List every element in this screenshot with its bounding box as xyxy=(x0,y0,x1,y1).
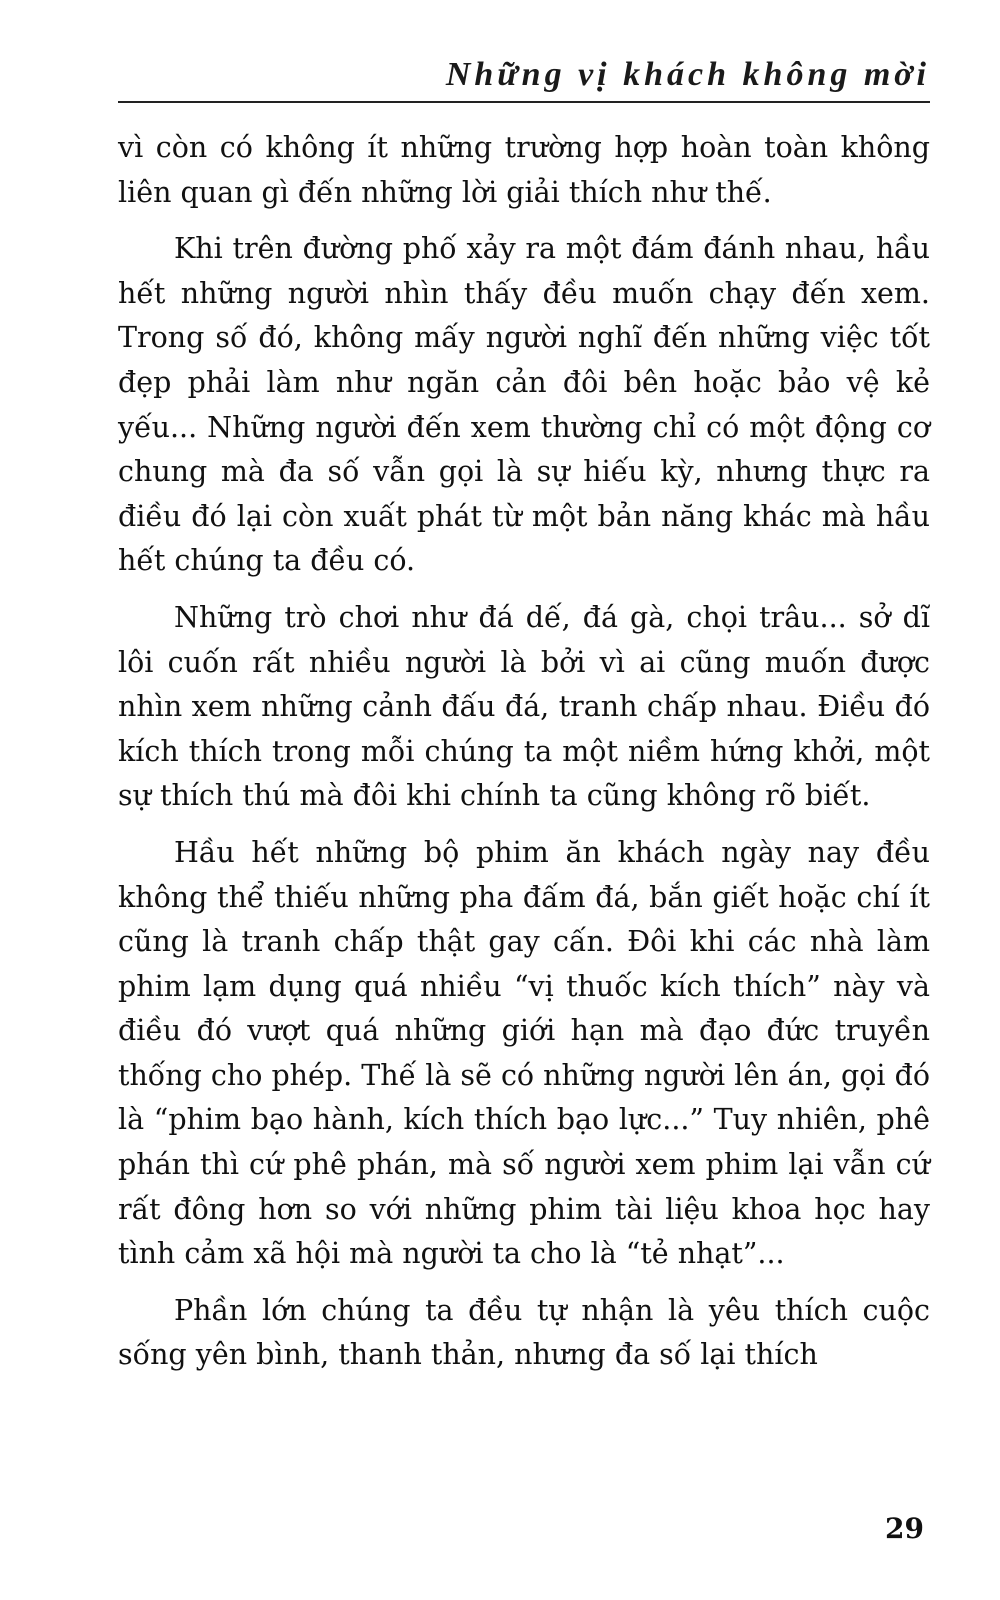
paragraph-action-films: Hầu hết những bộ phim ăn khách ngày nay đều không thể thiếu những pha đấm đá, bắn giết hoặc chí ít cũng là tranh chấp thật gay cấn. Đôi khi các nhà làm phim lạm dụng quá nhiều “vị thuốc kích thích” này và điều đó vượt quá những giới hạn mà đạo đức truyền thống cho phép. Thế là sẽ có những người lên án, gọi đó là “phim bạo hành, kích thích bạo lực...” Tuy nhiên, phê phán thì cứ phê phán, mà số người xem phim lại vẫn cứ rất đông hơn so với những phim tài liệu khoa học hay tình cảm xã hội mà người ta cho là “tẻ nhạt”... xyxy=(118,835,930,1271)
running-header-title: Những vị khách không mời xyxy=(445,56,930,93)
header-divider xyxy=(118,101,930,103)
body-text xyxy=(118,126,930,1390)
paragraph-continuation: vì còn có không ít những trường hợp hoàn toàn không liên quan gì đến những lời giải thích như thế. xyxy=(118,131,930,209)
page-number: 29 xyxy=(885,1512,924,1545)
paragraph-animal-fights: Những trò chơi như đá dế, đá gà, chọi trâu... sở dĩ lôi cuốn rất nhiều người là bởi vì ai cũng muốn được nhìn xem những cảnh đấu đá, tranh chấp nhau. Điều đó kích thích trong mỗi chúng ta một niềm hứng khởi, một sự thích thú mà đôi khi chính ta cũng không rõ biết. xyxy=(118,600,930,813)
paragraph-street-fight: Khi trên đường phố xảy ra một đám đánh nhau, hầu hết những người nhìn thấy đều muốn chạy đến xem. Trong số đó, không mấy người nghĩ đến những việc tốt đẹp phải làm như ngăn cản đôi bên hoặc bảo vệ kẻ yếu... Những người đến xem thường chỉ có một động cơ chung mà đa số vẫn gọi là sự hiếu kỳ, nhưng thực ra điều đó lại còn xuất phát từ một bản năng khác mà hầu hết chúng ta đều có. xyxy=(118,232,930,578)
book-page xyxy=(118,0,930,1600)
paragraph-peaceful-life: Phần lớn chúng ta đều tự nhận là yêu thích cuộc sống yên bình, thanh thản, nhưng đa số lại thích xyxy=(118,1293,930,1372)
